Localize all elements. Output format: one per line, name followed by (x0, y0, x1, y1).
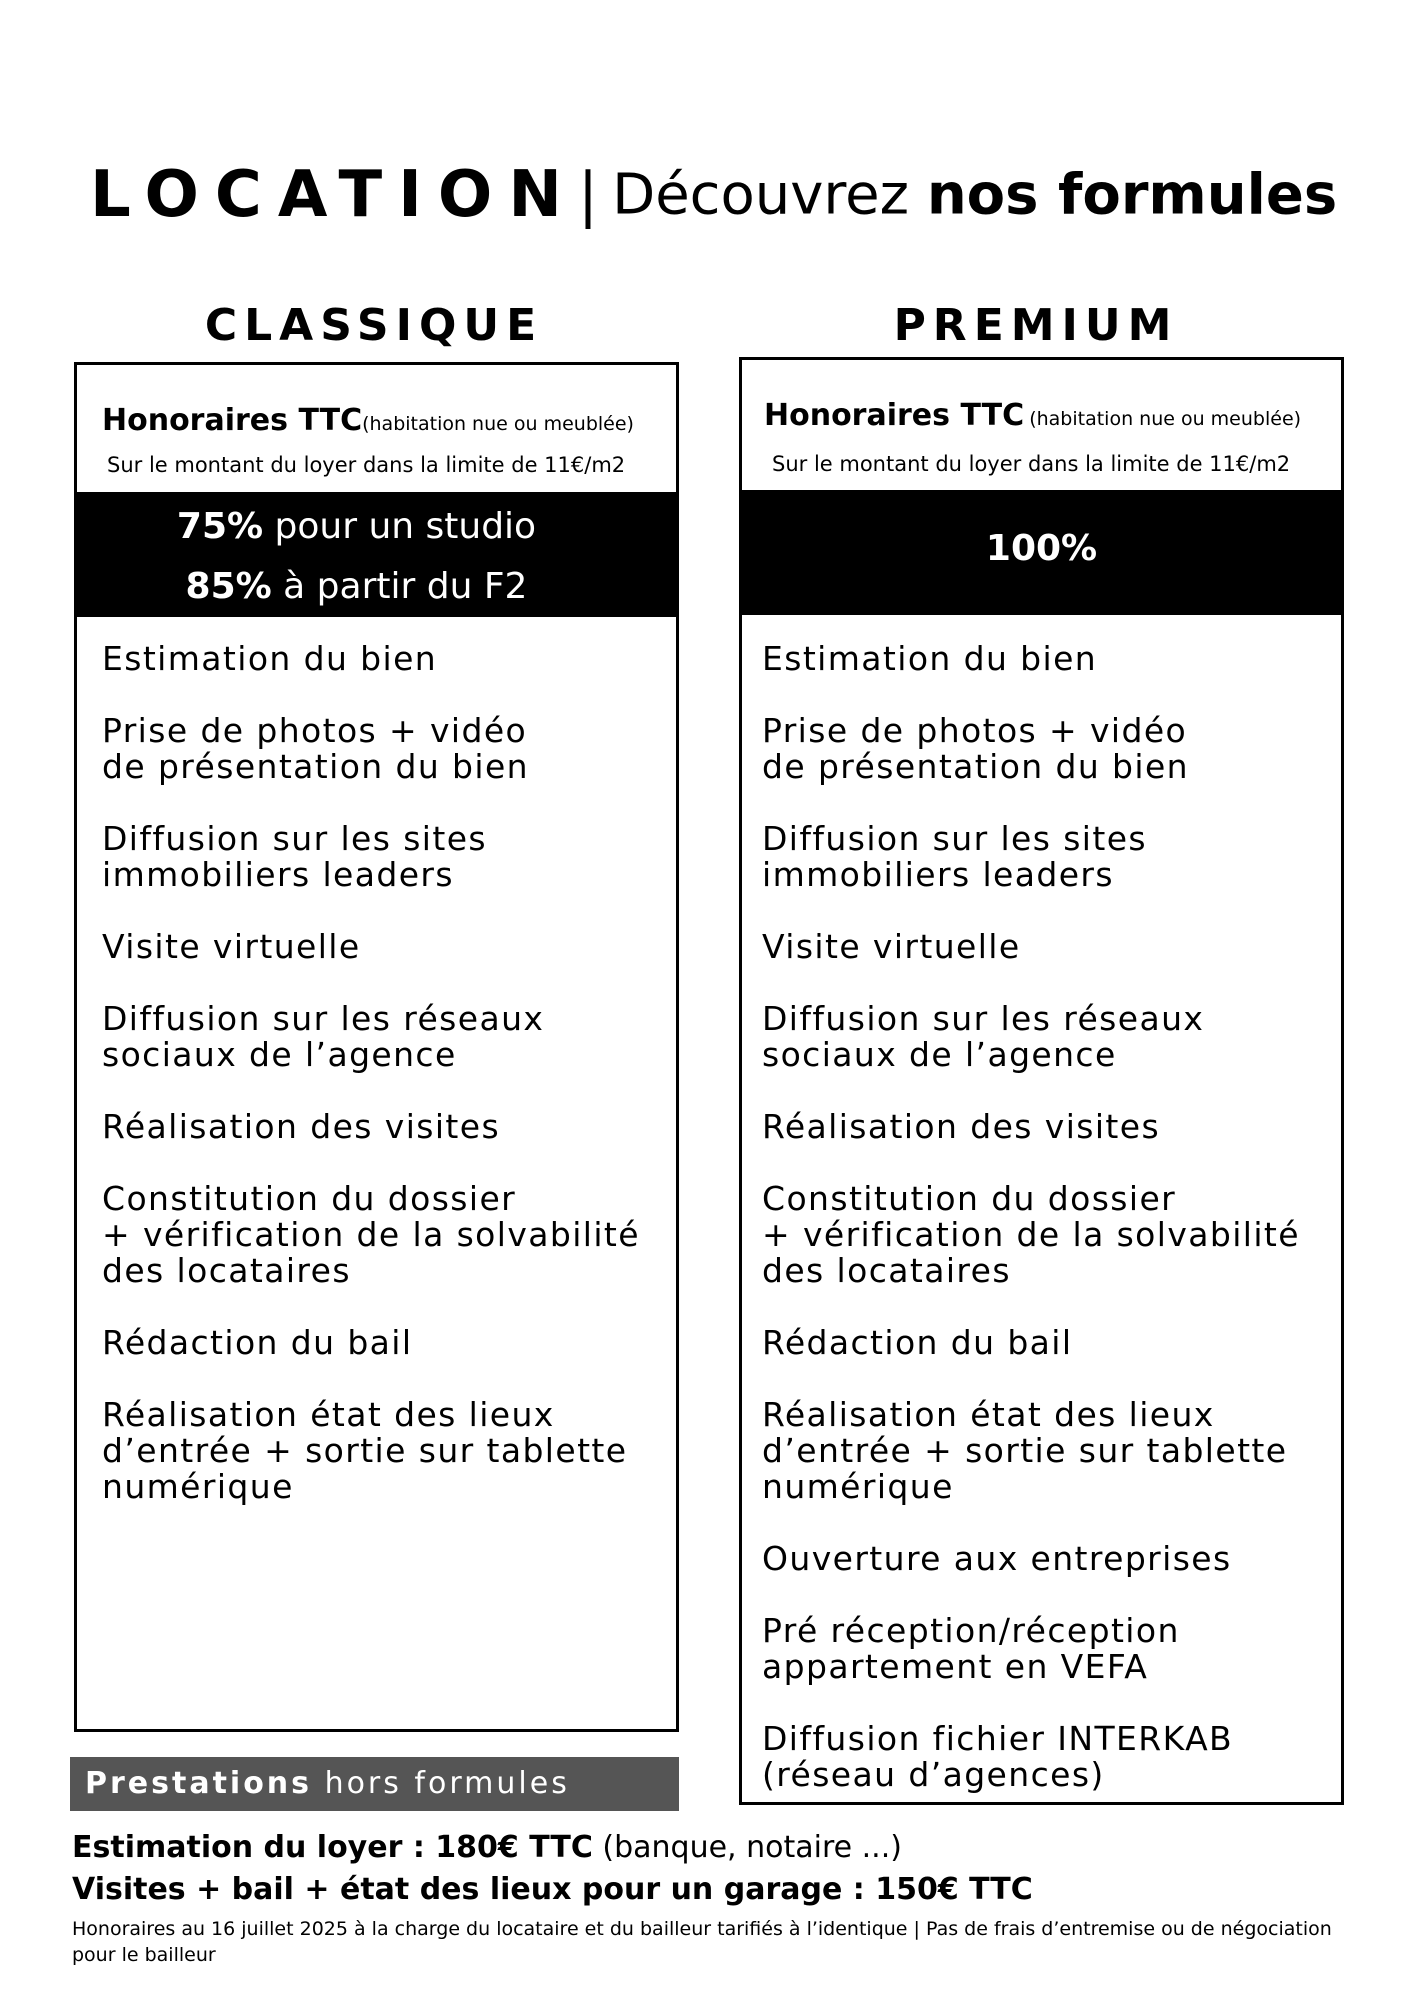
list-item: Réalisation des visites (762, 1107, 1161, 1146)
list-item: Rédaction du bail (762, 1323, 1073, 1362)
premium-rate-band (742, 490, 1341, 615)
list-item: Diffusion sur les sites immobiliers leaders (102, 819, 488, 894)
premium-rate: 100% (985, 528, 1098, 569)
subtitle-bold: nos formules (926, 162, 1338, 228)
list-item: Ouverture aux entreprises (762, 1539, 1232, 1578)
premium-heading: PREMIUM (893, 300, 1179, 351)
list-item: Estimation du bien (102, 639, 438, 678)
rate-f2-text: à partir du F2 (271, 566, 528, 607)
title-location: LOCATION (90, 158, 578, 232)
list-item: Constitution du dossier + vérification de la solvabilité des locataires (102, 1179, 640, 1290)
premium-honoraires-note: (habitation nue ou meublée) (1029, 408, 1302, 430)
classique-rate-studio (37, 506, 676, 547)
page-title (90, 158, 1350, 238)
classique-rate-band (77, 492, 676, 617)
list-item: Prise de photos + vidéo de présentation du bien (102, 711, 529, 786)
list-item: Réalisation état des lieux d’entrée + sortie sur tablette numérique (102, 1395, 628, 1506)
list-item: Prise de photos + vidéo de présentation du bien (762, 711, 1189, 786)
list-item: Diffusion sur les réseaux sociaux de l’agence (102, 999, 545, 1074)
classique-features (102, 641, 666, 1541)
footer-note: Honoraires au 16 juillet 2025 à la charge du locataire et du bailleur tarifiés à l’identique | Pas de frais d’entremise ou de négociation pour le bailleur (72, 1918, 1332, 1966)
list-item: Constitution du dossier + vérification de la solvabilité des locataires (762, 1179, 1300, 1290)
footer-loyer (72, 1830, 902, 1865)
premium-honoraires-line (764, 398, 1301, 433)
footer-loyer-bold: Estimation du loyer : 180€ TTC (72, 1830, 593, 1865)
classique-honoraires-line (102, 403, 634, 438)
classique-honoraires (77, 365, 676, 495)
classique-card (74, 362, 679, 1732)
footer-loyer-light: (banque, notaire ...) (592, 1830, 902, 1865)
subtitle-light: Découvrez (612, 162, 909, 228)
premium-features (762, 641, 1331, 1829)
list-item: Réalisation état des lieux d’entrée + sortie sur tablette numérique (762, 1395, 1288, 1506)
list-item: Réalisation des visites (102, 1107, 501, 1146)
classique-montant-note: Sur le montant du loyer dans la limite de 11€/m2 (107, 453, 626, 477)
title-separator: | (577, 160, 599, 230)
classique-honoraires-label: Honoraires TTC (102, 403, 363, 438)
rate-studio-pct: 75% (176, 506, 264, 547)
list-item: Pré réception/réception appartement en VEFA (762, 1611, 1180, 1686)
premium-montant-note: Sur le montant du loyer dans la limite de 11€/m2 (772, 452, 1291, 476)
premium-card (739, 357, 1344, 1805)
rate-studio-text: pour un studio (263, 506, 537, 547)
premium-honoraires-label: Honoraires TTC (764, 398, 1025, 433)
premium-honoraires (742, 360, 1341, 490)
list-item: Diffusion fichier INTERKAB (réseau d’agences) (762, 1719, 1234, 1794)
prestations-light: hors formules (312, 1766, 570, 1801)
rate-f2-pct: 85% (185, 566, 272, 607)
list-item: Rédaction du bail (102, 1323, 413, 1362)
list-item: Visite virtuelle (102, 927, 361, 966)
prestations-banner (70, 1757, 679, 1811)
list-item: Estimation du bien (762, 639, 1098, 678)
classique-honoraires-note: (habitation nue ou meublée) (362, 413, 634, 435)
list-item: Diffusion sur les sites immobiliers leaders (762, 819, 1148, 894)
classique-heading: CLASSIQUE (204, 300, 544, 351)
title-subtitle (612, 163, 1337, 228)
list-item: Diffusion sur les réseaux sociaux de l’agence (762, 999, 1205, 1074)
prestations-bold: Prestations (85, 1766, 313, 1801)
footer-garage: Visites + bail + état des lieux pour un garage : 150€ TTC (72, 1872, 1033, 1907)
list-item: Visite virtuelle (762, 927, 1021, 966)
classique-rate-f2 (37, 566, 676, 607)
